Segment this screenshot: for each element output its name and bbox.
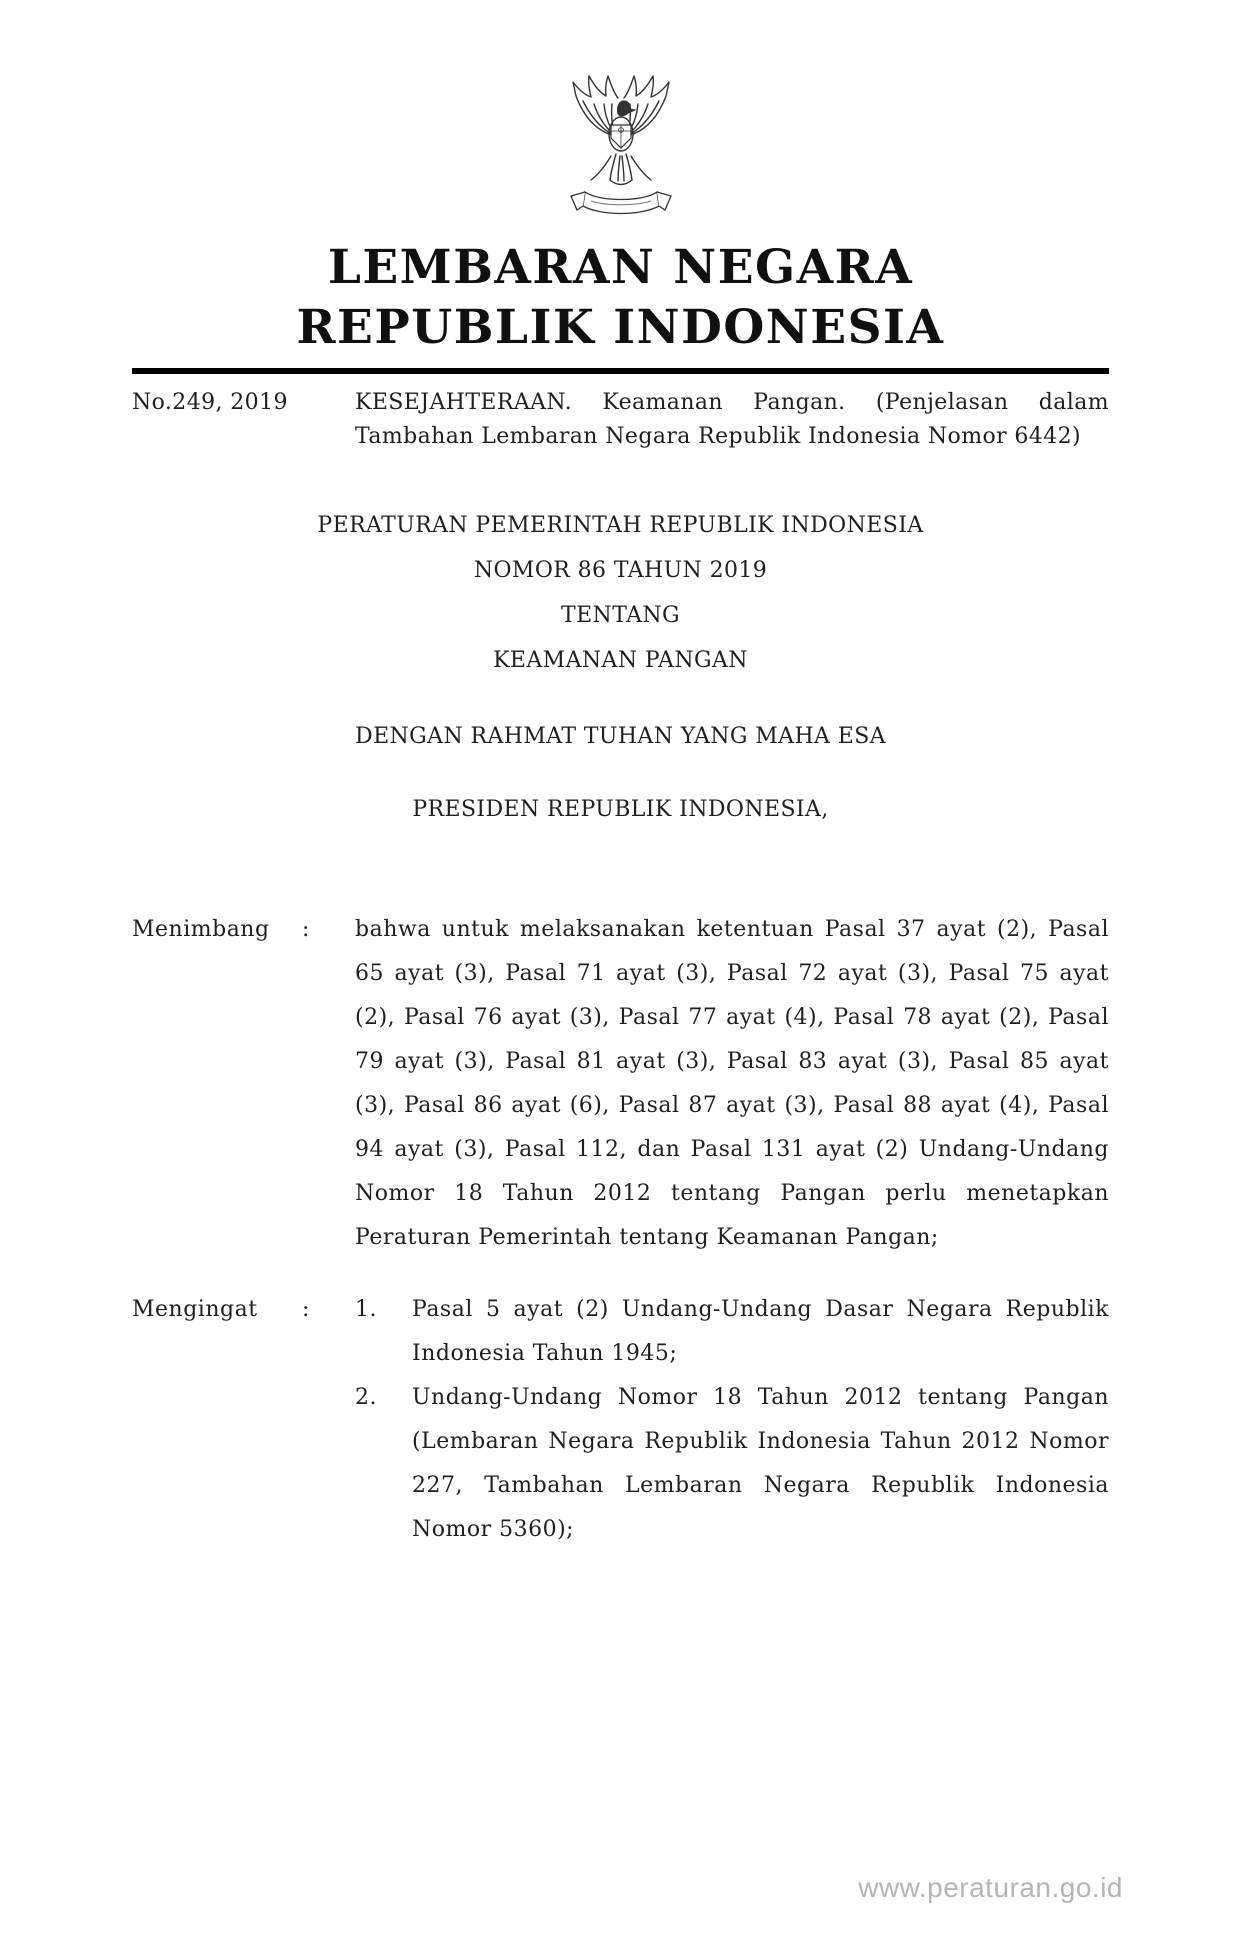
legal-basis-item	[355, 1288, 1109, 1376]
garuda-emblem-icon	[132, 68, 1109, 230]
menimbang-colon: :	[302, 916, 310, 942]
item-number: 1.	[355, 1296, 377, 1322]
garuda-svg	[561, 68, 681, 228]
regulation-type: PERATURAN PEMERINTAH REPUBLIK INDONESIA	[317, 513, 924, 539]
doc-number: No.249, 2019	[132, 390, 288, 416]
item-number: 2.	[355, 1384, 377, 1410]
mengingat-colon: :	[302, 1296, 310, 1322]
doc-subject: KESEJAHTERAAN. Keamanan Pangan. (Penjelasan dalam Tambahan Lembaran Negara Republik Indonesia Nomor 6442)	[355, 390, 1109, 449]
invocation-line: DENGAN RAHMAT TUHAN YANG MAHA ESA	[355, 723, 886, 749]
legal-basis-clause	[132, 1288, 1109, 1552]
issue-row	[132, 386, 1109, 453]
watermark-url: www.peraturan.go.id	[858, 1872, 1123, 1903]
mengingat-label: Mengingat	[132, 1296, 258, 1322]
tentang-label: TENTANG	[561, 603, 680, 629]
issuer-line: PRESIDEN REPUBLIK INDONESIA,	[412, 796, 829, 822]
item-text: Undang-Undang Nomor 18 Tahun 2012 tentang Pangan (Lembaran Negara Republik Indonesia Tahun 2012 Nomor 227, Tambahan Lembaran Negara Republik Indonesia Nomor 5360);	[412, 1384, 1109, 1542]
menimbang-text: bahwa untuk melaksanakan ketentuan Pasal 37 ayat (2), Pasal 65 ayat (3), Pasal 71 ayat (3), Pasal 72 ayat (3), Pasal 75 ayat (2), Pasal 76 ayat (3), Pasal 77 ayat (4), Pasal 78 ayat (2), Pasal 79 ayat (3), Pasal 81 ayat (3), Pasal 83 ayat (3), Pasal 85 ayat (3), Pasal 86 ayat (6), Pasal 87 ayat (3), Pasal 88 ayat (4), Pasal 94 ayat (3), Pasal 112, dan Pasal 131 ayat (2) Undang-Undang Nomor 18 Tahun 2012 tentang Pangan perlu menetapkan Peraturan Pemerintah tentang Keamanan Pangan;	[355, 916, 1109, 1250]
masthead-rule	[132, 368, 1109, 374]
item-text: Pasal 5 ayat (2) Undang-Undang Dasar Negara Republik Indonesia Tahun 1945;	[412, 1296, 1109, 1366]
masthead-title-line1: LEMBARAN NEGARA	[327, 240, 914, 295]
masthead-title-line2: REPUBLIK INDONESIA	[296, 300, 945, 356]
legal-basis-list	[355, 1288, 1109, 1552]
menimbang-label: Menimbang	[132, 916, 270, 942]
regulation-number: NOMOR 86 TAHUN 2019	[473, 558, 768, 584]
regulation-title-block	[132, 503, 1109, 683]
legal-basis-item	[355, 1376, 1109, 1552]
masthead-title	[132, 238, 1109, 358]
considerations-clause	[132, 908, 1109, 1260]
regulation-subject: KEAMANAN PANGAN	[493, 648, 748, 674]
